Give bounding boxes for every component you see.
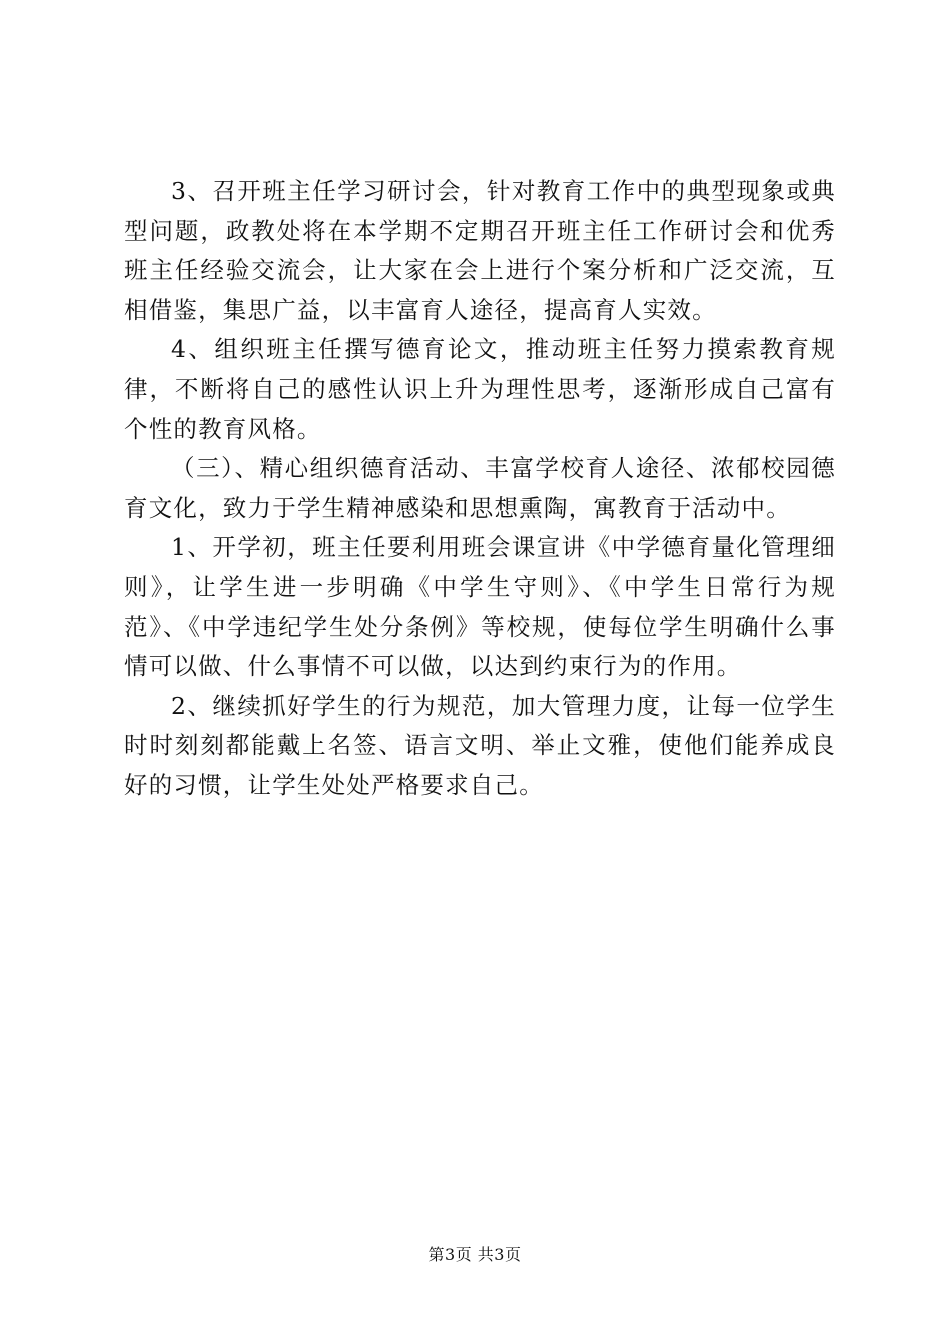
document-body <box>124 172 836 806</box>
section-heading-three: （三）、精心组织德育活动、丰富学校育人途径、浓郁校园德育文化，致力于学生精神感染和思想熏陶，寓教育于活动中。 <box>124 454 836 522</box>
paragraph-item-4-essays: 4、组织班主任撰写德育论文，推动班主任努力摸索教育规律，不断将自己的感性认识上升为理性思考，逐渐形成自己富有个性的教育风格。 <box>124 335 836 443</box>
paragraph-item-1-rules: 1、开学初，班主任要利用班会课宣讲《中学德育量化管理细则》，让学生进一步明确《中学生守则》、《中学生日常行为规范》、《中学违纪学生处分条例》等校规，使每位学生明确什么事情可以做、什么事情不可以做，以达到约束行为的作用。 <box>124 533 836 681</box>
paragraph-item-2-behavior: 2、继续抓好学生的行为规范，加大管理力度，让每一位学生时时刻刻都能戴上名签、语言文明、举止文雅，使他们能养成良好的习惯，让学生处处严格要求自己。 <box>124 691 836 799</box>
paragraph-item-3-seminar: 3、召开班主任学习研讨会，针对教育工作中的典型现象或典型问题，政教处将在本学期不定期召开班主任工作研讨会和优秀班主任经验交流会，让大家在会上进行个案分析和广泛交流，互相借鉴，集思广益，以丰富育人途径，提高育人实效。 <box>124 177 836 324</box>
page-number-footer: 第3页 共3页 <box>428 1245 522 1264</box>
